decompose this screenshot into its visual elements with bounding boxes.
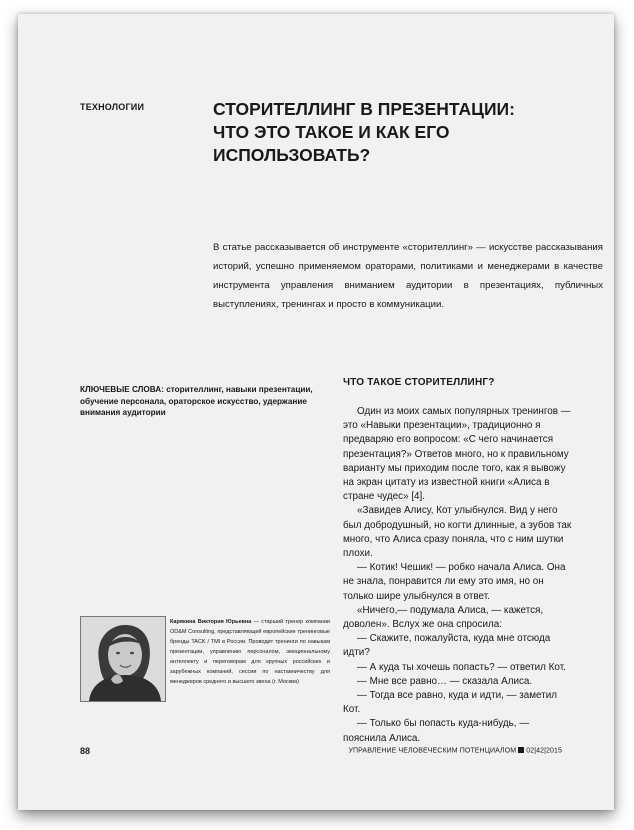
- article-body: [343, 405, 575, 746]
- paragraph: «Завидев Алису, Кот улыбнулся. Вид у него был добродушный, но когти длинные, а зубов так много, что Алиса сразу поняла, что с ним шутки плохи.: [343, 505, 572, 560]
- title-line-2: ЧТО ЭТО ТАКОЕ И КАК ЕГО ИСПОЛЬЗОВАТЬ?: [213, 122, 450, 165]
- journal-name: УПРАВЛЕНИЕ ЧЕЛОВЕЧЕСКИМ ПОТЕНЦИАЛОМ: [348, 747, 517, 755]
- author-photo: [80, 616, 166, 702]
- paragraph: — Котик! Чешик! — робко начала Алиса. Она не знала, понравится ли ему это имя, но он только шире улыбнулся в ответ.: [343, 562, 566, 602]
- paragraph: — Мне все равно… — сказала Алиса.: [357, 675, 533, 687]
- section-heading: ЧТО ТАКОЕ СТОРИТЕЛЛИНГ?: [343, 377, 495, 388]
- page-number: 88: [80, 746, 91, 756]
- keywords: КЛЮЧЕВЫЕ СЛОВА: сторителлинг, навыки презентации, обучение персонала, ораторское искусство, удержание внимания аудитории: [80, 385, 313, 417]
- paragraph: Один из моих самых популярных тренингов — это «Навыки презентации», традиционно я предваряю его вопросом: «С чего начинается презентация?» Ответов много, но к правильному варианту мы приходим после того, как я вывожу на экран цитату из известной книги «Алиса в стране чудес» [4].: [343, 406, 571, 503]
- paragraph: — Тогда все равно, куда и идти, — заметил Кот.: [343, 690, 557, 716]
- journal-issue: 02|42|2015: [526, 747, 562, 755]
- paragraph: — Только бы попасть куда-нибудь, — пояснила Алиса.: [343, 718, 530, 744]
- paragraph: — А куда ты хочешь попасть? — ответил Кот.: [357, 661, 566, 673]
- title-line-1: СТОРИТЕЛЛИНГ В ПРЕЗЕНТАЦИИ:: [213, 99, 515, 119]
- author-name: Карякина Виктория Юрьевна: [170, 619, 252, 625]
- article-title: [213, 98, 593, 167]
- square-icon: [518, 747, 524, 753]
- journal-page: [18, 14, 614, 810]
- section-label: ТЕХНОЛОГИИ: [80, 102, 145, 112]
- paragraph: — Скажите, пожалуйста, куда мне отсюда идти?: [343, 633, 551, 659]
- paragraph: «Ничего,— подумала Алиса, — кажется, доволен». Вслух же она спросила:: [343, 604, 544, 631]
- abstract: В статье рассказывается об инструменте «сторителлинг» — искусстве рассказывания историй, успешно применяемом ораторами, политиками и менеджерами в качестве инструмента управления вниманием аудитории в презентациях, публичных выступлениях, тренингах и просто в коммуникации.: [213, 242, 603, 310]
- author-description: — старший тренер компании OD&M Consulting, представляющей европейские тренинговые бренды TACK / TMI в России. Проводит тренинги по навыкам презентации, управлению персоналом, эмоциональному интеллекту и переговорам для крупных российских и зарубежных компаний, сессии по наставничеству для менеджеров среднего и высшего звена (г. Москва): [170, 619, 330, 685]
- author-bio: [170, 617, 330, 687]
- author-portrait-icon: [81, 617, 165, 701]
- journal-footer: [348, 747, 562, 755]
